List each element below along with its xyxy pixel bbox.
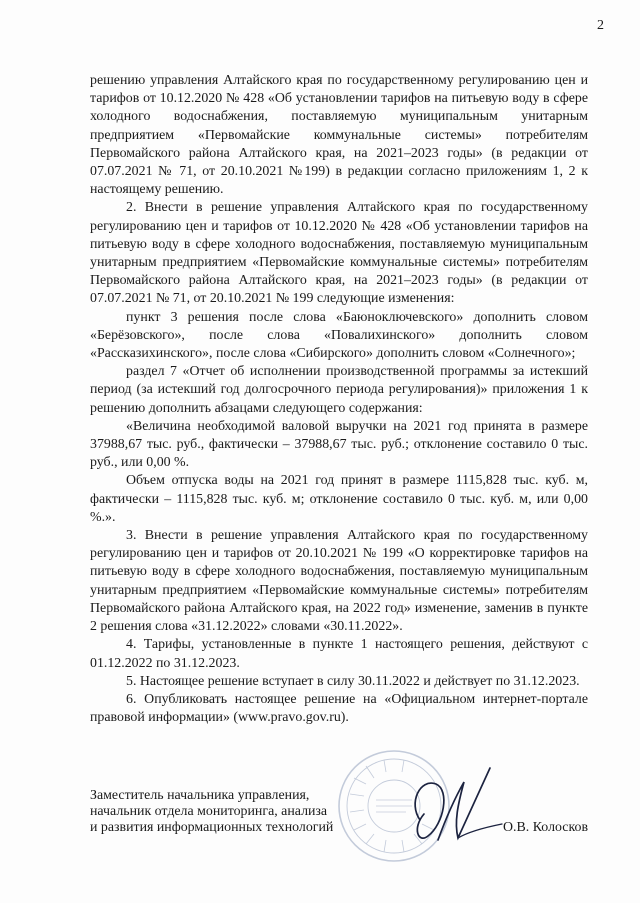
page-number: 2 [597, 18, 604, 33]
paragraph-revenue: «Величина необходимой валовой выручки на 2021 год принята в размере 37988,67 тыс. руб., фактически – 37988,67 тыс. руб.; отклонение составило 0 тыс. руб., или 0,00 %. [90, 418, 588, 471]
paragraph-item-6: 6. Опубликовать настоящее решение на «Официальном интернет-портале правовой информации» (www.pravo.gov.ru). [90, 691, 588, 726]
signer-position-line-1: Заместитель начальника управления, [90, 788, 310, 803]
paragraph-item-2-section-7: раздел 7 «Отчет об исполнении производственной программы за истекший период (за истекший год долгосрочного периода регулирования)» приложения 1 к решению дополнить абзацами следующего содержания: [90, 364, 588, 416]
signer-position-line-2: начальник отдела мониторинга, анализа [90, 804, 328, 819]
paragraph-item-3: 3. Внести в решение управления Алтайского края по государственному регулированию цен и тарифов от 20.10.2021 № 199 «О корректировке тарифов на питьевую воду в сфере холодного водоснабжения, поставляемую муниципальным унитарным предприятием «Первомайские коммунальные системы» потребителям Первомайского района Алтайского края, на 2022 год» изменение, заменив в пункте 2 решения слова «31.12.2022» словами «30.11.2022». [90, 528, 588, 635]
paragraph-continuation: решению управления Алтайского края по государственному регулированию цен и тарифов от 10.12.2020 № 428 «Об установлении тарифов на питьевую воду в сфере холодного водоснабжения, поставляемую муниципальным унитарным предприятием «Первомайские коммунальные системы» потребителям Первомайского района Алтайского края, на 2021–2023 годы» (в редакции от 07.07.2021 № 71, от 20.10.2021 №199) в редакции согласно приложениям 1, 2 к настоящему решению. [90, 73, 588, 198]
signer-position-line-3: и развития информационных технологий [90, 820, 334, 835]
paragraph-water-volume: Объем отпуска воды на 2021 год принят в размере 1115,828 тыс. куб. м, фактически – 1115,828 тыс. куб. м; отклонение составило 0 тыс. куб. м, или 0,00 %.». [90, 473, 588, 525]
paragraph-item-4: 4. Тарифы, установленные в пункте 1 настоящего решения, действуют с 01.12.2022 по 31.12.2023. [90, 637, 588, 671]
signature-block [90, 788, 588, 836]
paragraph-item-2-point-3: пункт 3 решения после слова «Баюноключевского» дополнить словом «Берёзовского», после слова «Повалихинского» дополнить словом «Рассказихинского», после слова «Сибирского» дополнить словом «Солнечного»; [90, 309, 588, 362]
paragraph-item-2: 2. Внести в решение управления Алтайского края по государственному регулированию цен и тарифов от 10.12.2020 № 428 «Об установлении тарифов на питьевую воду в сфере холодного водоснабжения, поставляемую муниципальным унитарным предприятием «Первомайские коммунальные системы» потребителям Первомайского района Алтайского края, на 2021–2023 годы» (в редакции от 07.07.2021 № 71, от 20.10.2021 № 199 следующие изменения: [90, 200, 588, 307]
paragraph-item-5: 5. Настоящее решение вступает в силу 30.11.2022 и действует по 31.12.2023. [126, 673, 580, 689]
document-body [90, 72, 588, 727]
signer-name: О.В. Колосков [503, 820, 588, 835]
